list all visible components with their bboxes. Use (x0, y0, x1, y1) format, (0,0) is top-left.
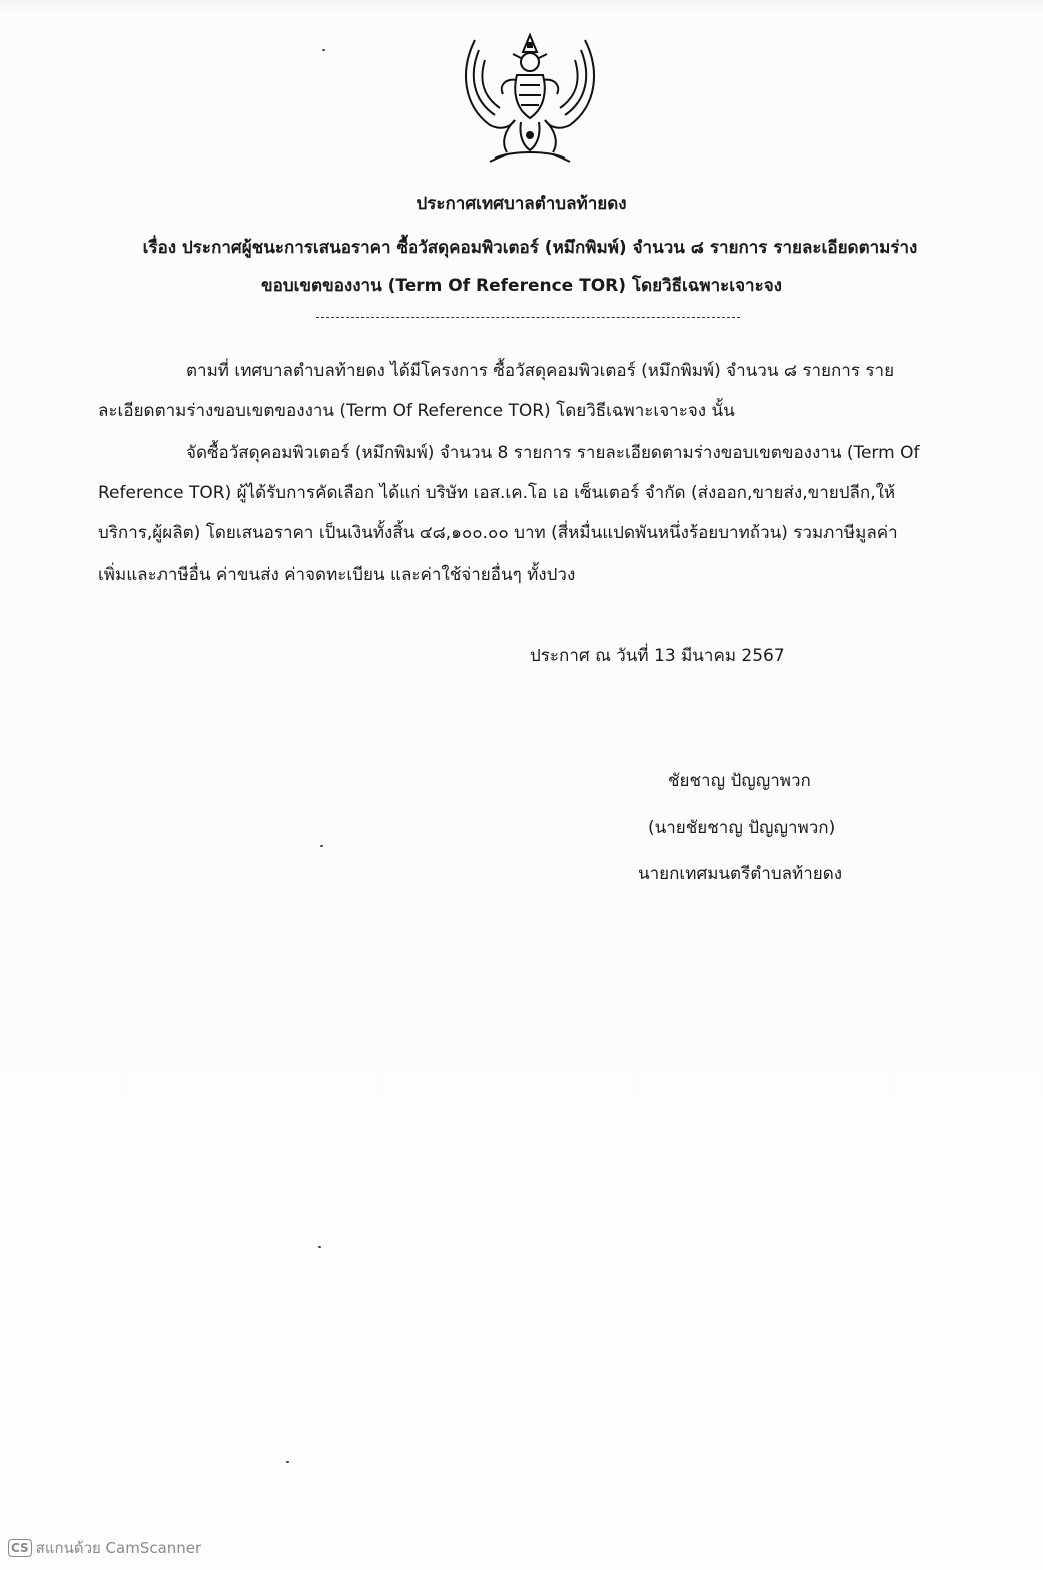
scan-speck (320, 845, 323, 847)
body-line-1: ตามที่ เทศบาลตำบลท้ายดง ได้มีโครงการ ซื้อวัสดุคอมพิวเตอร์ (หมึกพิมพ์) จำนวน ๘ รายการ ราย (186, 361, 895, 381)
signer-position: นายกเทศมนตรีตำบลท้ายดง (638, 864, 843, 884)
scan-speck (286, 1461, 289, 1463)
camscanner-logo-icon: CS (8, 1539, 32, 1557)
organization-title: ประกาศเทศบาลตำบลท้ายดง (416, 194, 627, 214)
garuda-emblem-icon (455, 30, 605, 175)
printed-name: (นายชัยชาญ ปัญญาพวก) (648, 818, 836, 838)
scan-speck (318, 1246, 321, 1248)
scan-speck (322, 49, 325, 51)
body-line-5: บริการ,ผู้ผลิต) โดยเสนอราคา เป็นเงินทั้งสิ้น ๔๘,๑๐๐.๐๐ บาท (สี่หมื่นแปดพันหนึ่งร้อยบาทถ้วน) รวมภาษีมูลค่า (98, 523, 898, 543)
body-line-4: Reference TOR) ผู้ได้รับการคัดเลือก ได้แก่ บริษัท เอส.เค.โอ เอ เซ็นเตอร์ จำกัด (ส่งออก,ขายส่ง,ขายปลีก,ให้ (98, 483, 896, 503)
camscanner-text: สแกนด้วย CamScanner (35, 1539, 202, 1557)
signature-name: ชัยชาญ ปัญญาพวก (668, 771, 811, 791)
dashed-divider (316, 317, 740, 318)
subject-line-1: เรื่อง ประกาศผู้ชนะการเสนอราคา ซื้อวัสดุคอมพิวเตอร์ (หมึกพิมพ์) จำนวน ๘ รายการ รายละเอียดตามร่าง (142, 238, 918, 258)
body-line-3: จัดซื้อวัสดุคอมพิวเตอร์ (หมึกพิมพ์) จำนวน 8 รายการ รายละเอียดตามร่างขอบเขตของงาน (Term Of (186, 443, 920, 463)
body-line-2: ละเอียดตามร่างขอบเขตของงาน (Term Of Reference TOR) โดยวิธีเฉพาะเจาะจง นั้น (98, 401, 735, 421)
camscanner-watermark (8, 1536, 201, 1560)
subject-line-2: ขอบเขตของงาน (Term Of Reference TOR) โดยวิธีเฉพาะเจาะจง (261, 276, 782, 296)
announcement-date: ประกาศ ณ วันที่ 13 มีนาคม 2567 (530, 646, 785, 666)
body-line-6: เพิ่มและภาษีอื่น ค่าขนส่ง ค่าจดทะเบียน และค่าใช้จ่ายอื่นๆ ทั้งปวง (98, 565, 576, 585)
